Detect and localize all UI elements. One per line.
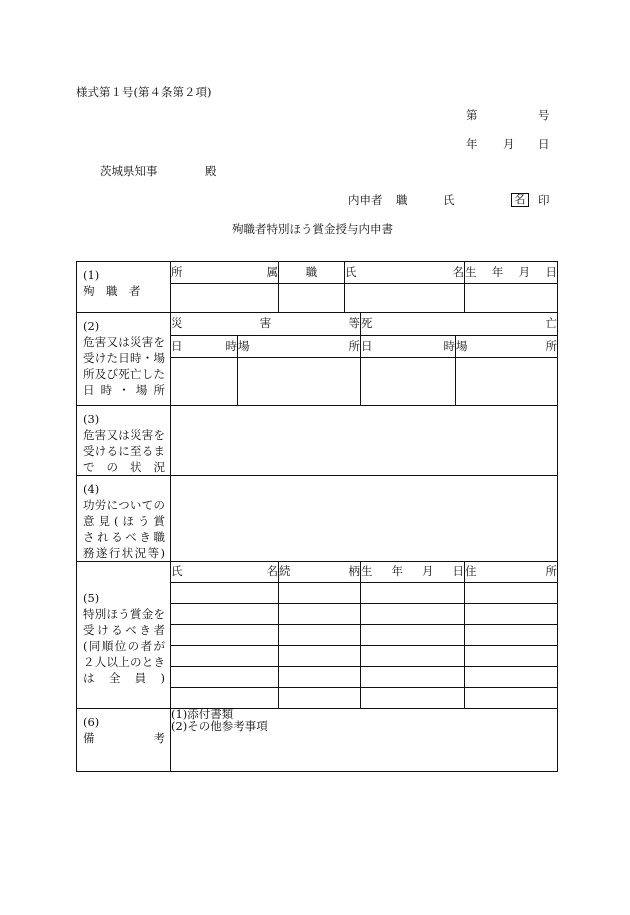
cell-recipient-name[interactable] [171,604,279,625]
cell-relation[interactable] [279,604,361,625]
cell-recipient-dob[interactable] [361,583,465,604]
applicant-title: 職 [396,193,408,207]
remarks-attachments: (1)添付書類 [171,707,234,721]
date-year: 年 [466,137,478,151]
cell-recipient-name[interactable] [171,646,279,667]
section-5-label: (5) 特別ほう賞金を受けるべき者(同順位の者が２人以上のときは全員) [77,562,171,709]
cell-recipient-name[interactable] [171,688,279,709]
cell-remarks[interactable] [171,709,558,772]
application-form-table [76,261,558,772]
cell-relation[interactable] [279,583,361,604]
cell-disaster-date[interactable] [171,358,238,406]
remarks-other: (2)その他参考事項 [171,718,268,733]
form-number: 様式第１号(第４条第２項) [76,85,212,99]
section-1-label: (1) 殉 職 者 [77,262,171,313]
header-disaster-place: 場 所 [238,336,361,358]
cell-address[interactable] [465,688,558,709]
cell-recipient-dob[interactable] [361,604,465,625]
cell-recipient-dob[interactable] [361,646,465,667]
document-title: 殉職者特別ほう賞金授与内申書 [232,222,393,236]
header-death: 死 亡 [361,313,558,336]
cell-relation[interactable] [279,688,361,709]
header-recipient-dob: 生 年 月 日 [361,562,465,583]
name-stamp-box: 名 [511,193,529,207]
doc-number-go: 号 [538,108,550,122]
applicant-label: 内申者 [348,193,383,207]
cell-relation[interactable] [279,667,361,688]
cell-recipient-dob[interactable] [361,625,465,646]
cell-recipient-name[interactable] [171,625,279,646]
header-death-place: 場 所 [456,336,558,358]
section-6-label: (6) 備 考 [77,709,171,772]
section-4-label: (4) 功労についての意見(ほう賞 されるべき職 務遂行状況等) [77,476,171,562]
cell-address[interactable] [465,646,558,667]
cell-circumstances[interactable] [171,406,558,476]
cell-address[interactable] [465,625,558,646]
cell-affiliation[interactable] [171,284,279,313]
cell-address[interactable] [465,667,558,688]
cell-dob[interactable] [465,284,558,313]
header-death-date: 日 時 [361,336,456,358]
cell-post[interactable] [279,284,345,313]
cell-address[interactable] [465,604,558,625]
applicant-name-label: 氏 [443,193,455,207]
cell-name[interactable] [345,284,465,313]
header-address: 住 所 [465,562,558,583]
cell-recipient-name[interactable] [171,583,279,604]
date-month: 月 [503,137,515,151]
header-disaster-date: 日 時 [171,336,238,358]
header-relation: 続 柄 [279,562,361,583]
cell-recipient-name[interactable] [171,667,279,688]
section-3-label: (3) 危害又は災害を受けるに至るまでの状況 [77,406,171,476]
header-disaster: 災 害 等 [171,313,361,336]
cell-death-date[interactable] [361,358,456,406]
header-recipient-name: 氏 名 [171,562,279,583]
cell-address[interactable] [465,583,558,604]
cell-disaster-place[interactable] [238,358,361,406]
header-affiliation: 所 属 [171,262,279,284]
header-post: 職 [279,262,345,284]
cell-recipient-dob[interactable] [361,688,465,709]
header-dob: 生 年 月 日 [465,262,558,284]
cell-merit-opinion[interactable] [171,476,558,562]
date-day: 日 [538,137,550,151]
addressee-honorific: 殿 [205,164,217,178]
cell-relation[interactable] [279,625,361,646]
cell-death-place[interactable] [456,358,558,406]
addressee-name: 茨城県知事 [100,164,158,178]
cell-recipient-dob[interactable] [361,667,465,688]
doc-number-dai: 第 [466,108,478,122]
cell-relation[interactable] [279,646,361,667]
section-2-label: (2) 危害又は災害を受けた日時・場所及び死亡した日時・場所 [77,313,171,406]
seal-mark: 印 [538,193,550,207]
header-name: 氏 名 [345,262,465,284]
